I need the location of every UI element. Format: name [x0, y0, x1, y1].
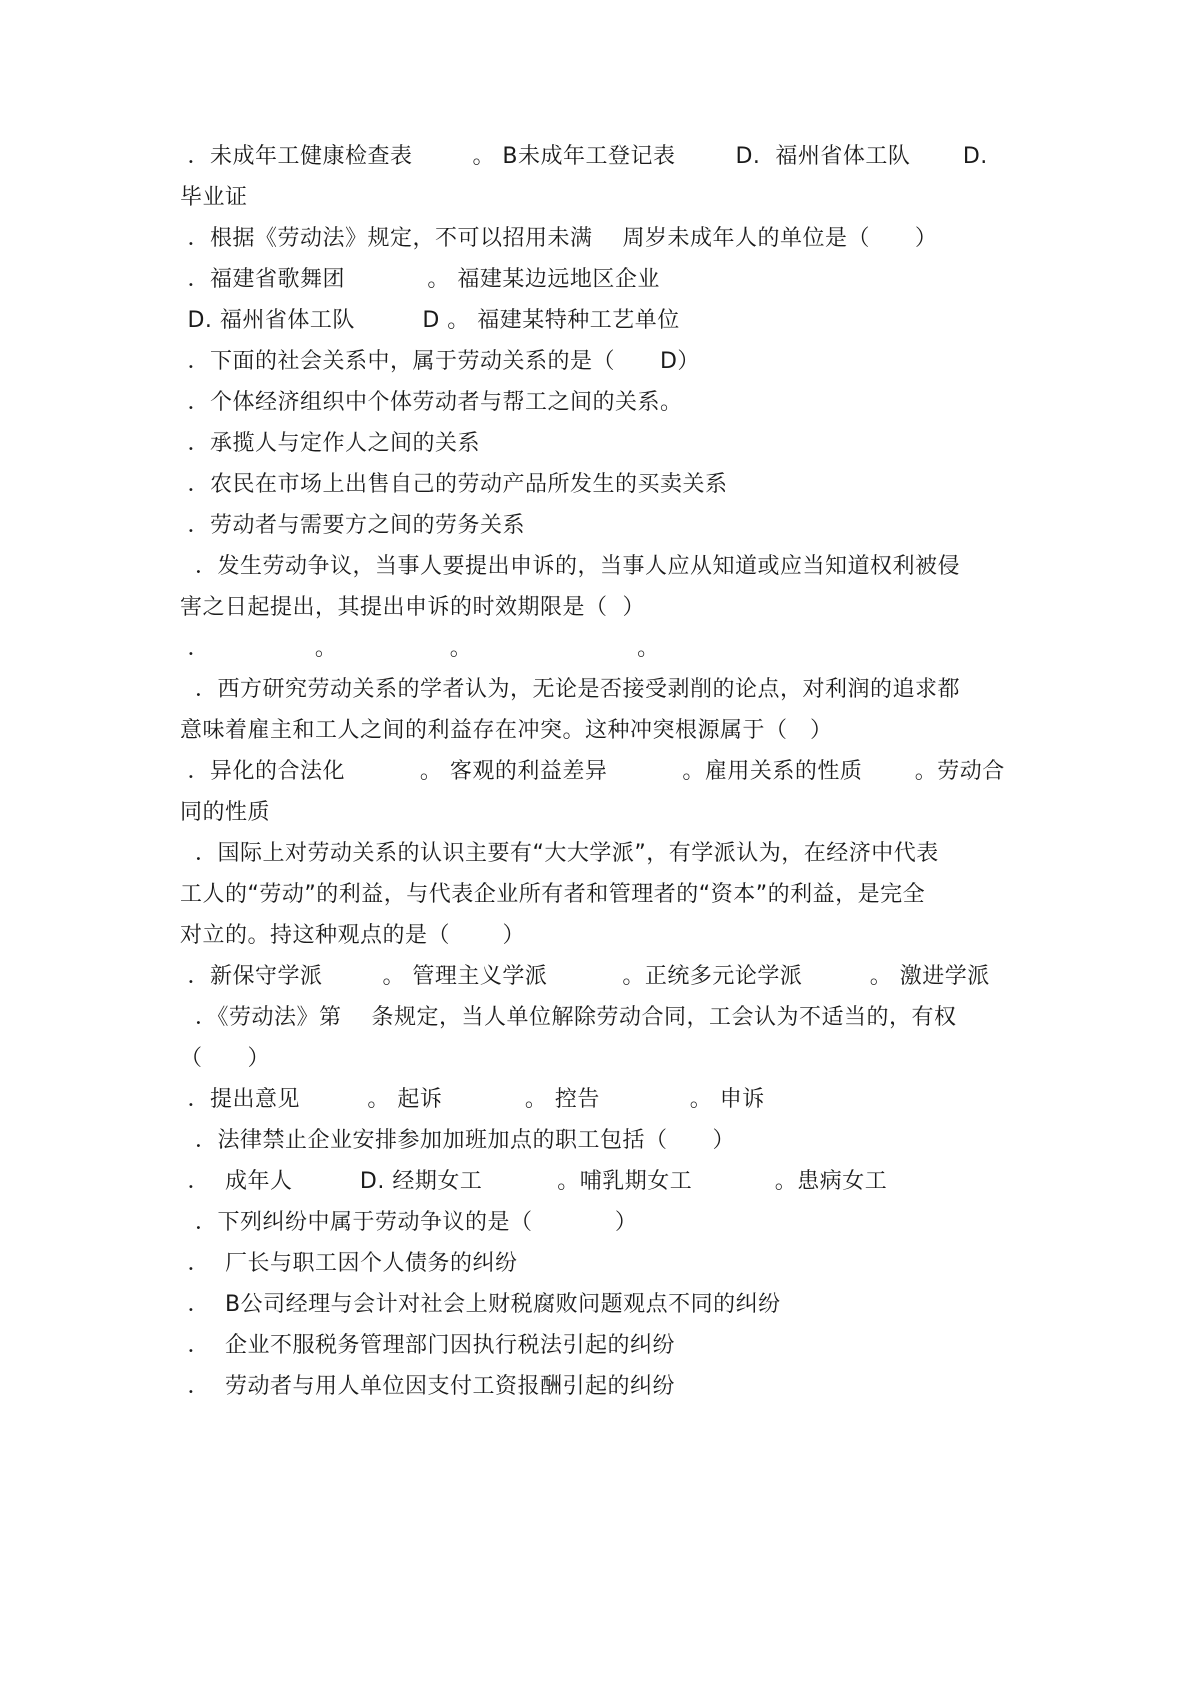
text-line: ．未成年工健康检查表 。 B未成年工登记表 D. 福州省体工队 D.	[180, 144, 988, 169]
text-line: ．下面的社会关系中，属于劳动关系的是（ D）	[180, 349, 700, 374]
text-line: ． 厂长与职工因个人债务的纠纷	[180, 1251, 518, 1276]
text-line: 毕业证	[180, 185, 248, 210]
text-line: ．个体经济组织中个体劳动者与帮工之间的关系。	[180, 390, 683, 415]
text-line: D. 福州省体工队 D 。 福建某特种工艺单位	[180, 308, 680, 333]
text-line: ．劳动者与需要方之间的劳务关系	[180, 513, 525, 538]
text-line: ． B公司经理与会计对社会上财税腐败问题观点不同的纠纷	[180, 1292, 781, 1317]
text-line: ．《劳动法》第 条规定，当人单位解除劳动合同，工会认为不适当的，有权	[180, 1005, 957, 1030]
text-line: ． 劳动者与用人单位因支付工资报酬引起的纠纷	[180, 1374, 675, 1399]
text-line: ． 。 。 。	[180, 636, 660, 661]
text-line: 害之日起提出，其提出申诉的时效期限是（ ）	[180, 595, 645, 620]
text-line: ．下列纠纷中属于劳动争议的是（ ）	[180, 1210, 638, 1235]
text-line: 工人的“劳动”的利益，与代表企业所有者和管理者的“资本”的利益，是完全	[180, 882, 926, 907]
text-line: ．发生劳动争议，当事人要提出申诉的，当事人应从知道或应当知道权利被侵	[180, 554, 960, 579]
text-line: ．西方研究劳动关系的学者认为，无论是否接受剥削的论点，对利润的追求都	[180, 677, 960, 702]
text-line: ．农民在市场上出售自己的劳动产品所发生的买卖关系	[180, 472, 728, 497]
text-line: ． 企业不服税务管理部门因执行税法引起的纠纷	[180, 1333, 675, 1358]
text-line: ．福建省歌舞团 。 福建某边远地区企业	[180, 267, 660, 292]
text-line: ． 成年人 D. 经期女工 。哺乳期女工 。患病女工	[180, 1169, 888, 1194]
text-line: 对立的。持这种观点的是（ ）	[180, 923, 525, 948]
text-line: ．根据《劳动法》规定，不可以招用未满 周岁未成年人的单位是（ ）	[180, 226, 938, 251]
text-line: ．国际上对劳动关系的认识主要有“大大学派”，有学派认为，在经济中代表	[180, 841, 939, 866]
text-line: ．提出意见 。 起诉 。 控告 。 申诉	[180, 1087, 765, 1112]
text-line: ．承揽人与定作人之间的关系	[180, 431, 480, 456]
text-line: （ ）	[180, 1046, 270, 1071]
text-line: 意味着雇主和工人之间的利益存在冲突。这种冲突根源属于（ ）	[180, 718, 833, 743]
text-line: ．新保守学派 。 管理主义学派 。正统多元论学派 。 激进学派	[180, 964, 990, 989]
text-line: 同的性质	[180, 800, 271, 825]
text-line: ．异化的合法化 。 客观的利益差异 。雇用关系的性质 。劳动合	[180, 759, 1005, 784]
text-line: ．法律禁止企业安排参加加班加点的职工包括（ ）	[180, 1128, 735, 1153]
